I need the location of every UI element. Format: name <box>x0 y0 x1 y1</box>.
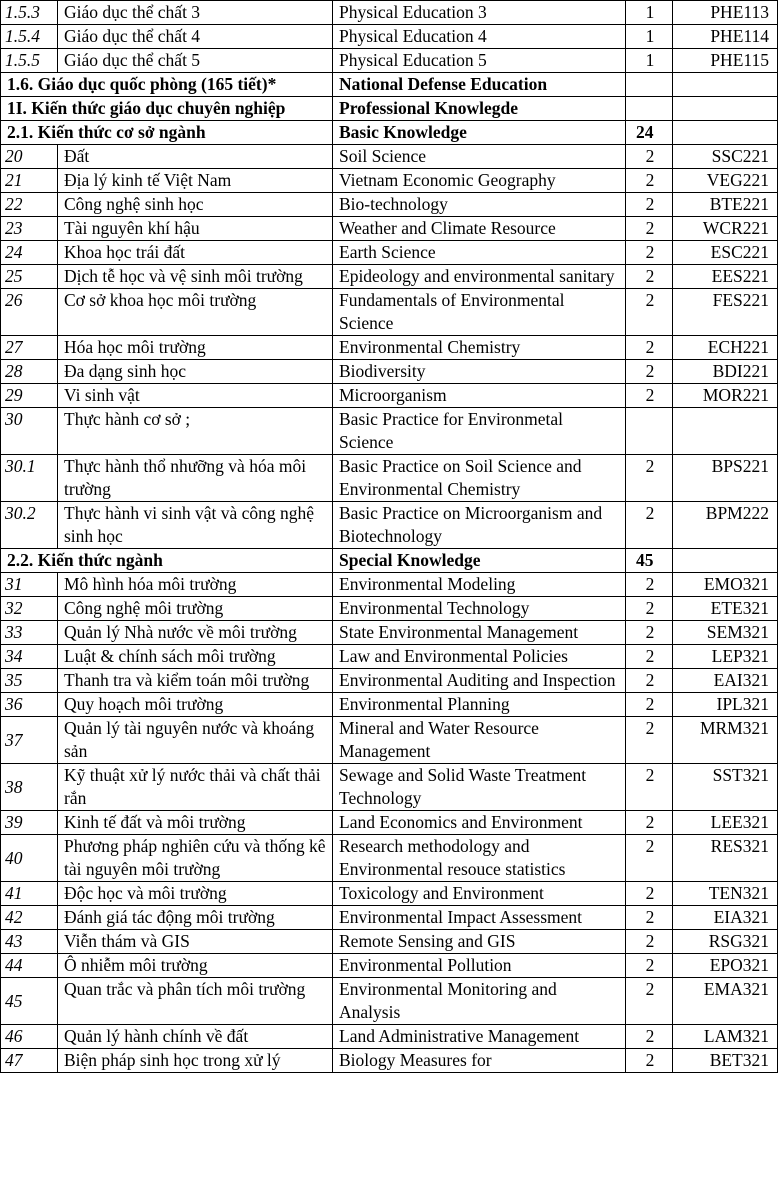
course-number: 25 <box>1 265 58 289</box>
course-code: BTE221 <box>673 193 778 217</box>
course-row <box>1 384 778 408</box>
course-code: SSC221 <box>673 145 778 169</box>
course-credits: 2 <box>626 384 673 408</box>
course-name-en: Basic Practice for Environmetal Science <box>333 408 626 455</box>
course-row <box>1 1049 778 1073</box>
course-name-vn: Quy hoạch môi trường <box>58 693 333 717</box>
course-name-vn: Kinh tế đất và môi trường <box>58 811 333 835</box>
course-number: 42 <box>1 906 58 930</box>
course-name-vn: Giáo dục thể chất 4 <box>58 25 333 49</box>
course-name-vn: Công nghệ môi trường <box>58 597 333 621</box>
course-row <box>1 145 778 169</box>
course-name-en: Research methodology and Environmental resouce statistics <box>333 835 626 882</box>
course-code: IPL321 <box>673 693 778 717</box>
course-credits: 2 <box>626 573 673 597</box>
course-code: SEM321 <box>673 621 778 645</box>
course-number: 33 <box>1 621 58 645</box>
course-name-en: Environmental Modeling <box>333 573 626 597</box>
course-code: VEG221 <box>673 169 778 193</box>
course-name-vn: Quan trắc và phân tích môi trường <box>58 978 333 1025</box>
course-name-en: Environmental Auditing and Inspection <box>333 669 626 693</box>
course-number: 39 <box>1 811 58 835</box>
course-row <box>1 811 778 835</box>
course-number: 22 <box>1 193 58 217</box>
course-code: EPO321 <box>673 954 778 978</box>
course-code: PHE115 <box>673 49 778 73</box>
course-name-en: Epideology and environmental sanitary <box>333 265 626 289</box>
course-name-en: Mineral and Water Resource Management <box>333 717 626 764</box>
course-credits: 1 <box>626 49 673 73</box>
course-row <box>1 930 778 954</box>
course-number: 28 <box>1 360 58 384</box>
course-row <box>1 764 778 811</box>
course-name-vn: Ô nhiễm môi trường <box>58 954 333 978</box>
course-code: MOR221 <box>673 384 778 408</box>
course-number: 27 <box>1 336 58 360</box>
course-code: EIA321 <box>673 906 778 930</box>
course-credits: 2 <box>626 241 673 265</box>
course-row <box>1 645 778 669</box>
course-number: 47 <box>1 1049 58 1073</box>
section-row <box>1 73 778 97</box>
course-row <box>1 693 778 717</box>
section-row <box>1 97 778 121</box>
course-credits: 2 <box>626 169 673 193</box>
course-number: 37 <box>1 717 58 764</box>
course-number: 26 <box>1 289 58 336</box>
course-name-en: Weather and Climate Resource <box>333 217 626 241</box>
course-name-en: Remote Sensing and GIS <box>333 930 626 954</box>
course-row <box>1 217 778 241</box>
section-title-vn: 1.6. Giáo dục quốc phòng (165 tiết)* <box>1 73 333 97</box>
course-name-vn: Thanh tra và kiểm toán môi trường <box>58 669 333 693</box>
section-title-en: Basic Knowledge <box>333 121 626 145</box>
course-name-en: Law and Environmental Policies <box>333 645 626 669</box>
course-name-vn: Viễn thám và GIS <box>58 930 333 954</box>
course-credits: 2 <box>626 193 673 217</box>
course-code: LEE321 <box>673 811 778 835</box>
course-credits: 2 <box>626 906 673 930</box>
course-name-vn: Thực hành cơ sở ; <box>58 408 333 455</box>
course-row <box>1 906 778 930</box>
course-name-en: Physical Education 5 <box>333 49 626 73</box>
course-name-en: Vietnam Economic Geography <box>333 169 626 193</box>
course-credits: 2 <box>626 502 673 549</box>
course-name-en: Microorganism <box>333 384 626 408</box>
course-row <box>1 241 778 265</box>
section-row <box>1 121 778 145</box>
course-code: ECH221 <box>673 336 778 360</box>
course-credits: 1 <box>626 1 673 25</box>
course-number: 40 <box>1 835 58 882</box>
course-name-en: Environmental Chemistry <box>333 336 626 360</box>
course-number: 35 <box>1 669 58 693</box>
course-code: BDI221 <box>673 360 778 384</box>
course-credits: 2 <box>626 360 673 384</box>
course-row <box>1 360 778 384</box>
course-name-en: Biodiversity <box>333 360 626 384</box>
course-number: 1.5.3 <box>1 1 58 25</box>
course-row <box>1 1 778 25</box>
course-row <box>1 193 778 217</box>
course-row <box>1 669 778 693</box>
course-number: 1.5.4 <box>1 25 58 49</box>
section-code <box>673 121 778 145</box>
course-code: BPM222 <box>673 502 778 549</box>
course-code: FES221 <box>673 289 778 336</box>
section-title-vn: 1I. Kiến thức giáo dục chuyên nghiệp <box>1 97 333 121</box>
course-name-en: Fundamentals of Environmental Science <box>333 289 626 336</box>
course-credits: 2 <box>626 693 673 717</box>
course-code: PHE114 <box>673 25 778 49</box>
course-credits: 2 <box>626 954 673 978</box>
course-name-en: Environmental Technology <box>333 597 626 621</box>
course-name-vn: Đất <box>58 145 333 169</box>
course-credits: 2 <box>626 336 673 360</box>
course-number: 30.2 <box>1 502 58 549</box>
course-name-en: Environmental Planning <box>333 693 626 717</box>
course-number: 29 <box>1 384 58 408</box>
course-code: LEP321 <box>673 645 778 669</box>
course-credits: 2 <box>626 835 673 882</box>
course-name-vn: Giáo dục thể chất 5 <box>58 49 333 73</box>
course-row <box>1 978 778 1025</box>
course-number: 34 <box>1 645 58 669</box>
course-row <box>1 49 778 73</box>
course-number: 44 <box>1 954 58 978</box>
course-row <box>1 882 778 906</box>
course-credits: 2 <box>626 217 673 241</box>
course-name-en: Bio-technology <box>333 193 626 217</box>
course-name-vn: Quản lý tài nguyên nước và khoáng sản <box>58 717 333 764</box>
course-code: RES321 <box>673 835 778 882</box>
course-row <box>1 336 778 360</box>
course-number: 24 <box>1 241 58 265</box>
course-code <box>673 408 778 455</box>
course-name-vn: Quản lý hành chính về đất <box>58 1025 333 1049</box>
course-name-vn: Giáo dục thể chất 3 <box>58 1 333 25</box>
course-credits: 2 <box>626 764 673 811</box>
course-code: ESC221 <box>673 241 778 265</box>
course-name-vn: Mô hình hóa môi trường <box>58 573 333 597</box>
course-credits: 2 <box>626 645 673 669</box>
course-number: 1.5.5 <box>1 49 58 73</box>
course-name-vn: Khoa học trái đất <box>58 241 333 265</box>
course-code: EES221 <box>673 265 778 289</box>
course-code: ETE321 <box>673 597 778 621</box>
course-credits: 2 <box>626 882 673 906</box>
course-row <box>1 455 778 502</box>
course-name-vn: Biện pháp sinh học trong xử lý <box>58 1049 333 1073</box>
section-credits: 24 <box>626 121 673 145</box>
course-credits: 2 <box>626 1025 673 1049</box>
section-code <box>673 549 778 573</box>
course-name-en: Environmental Impact Assessment <box>333 906 626 930</box>
course-code: EAI321 <box>673 669 778 693</box>
course-credits: 2 <box>626 289 673 336</box>
course-row <box>1 25 778 49</box>
course-number: 21 <box>1 169 58 193</box>
course-name-vn: Đa dạng sinh học <box>58 360 333 384</box>
course-code: EMA321 <box>673 978 778 1025</box>
curriculum-rows <box>1 1 778 1073</box>
course-credits: 2 <box>626 621 673 645</box>
course-number: 31 <box>1 573 58 597</box>
course-name-en: Physical Education 3 <box>333 1 626 25</box>
course-number: 38 <box>1 764 58 811</box>
course-code: MRM321 <box>673 717 778 764</box>
course-row <box>1 1025 778 1049</box>
course-code: BPS221 <box>673 455 778 502</box>
course-name-en: Environmental Pollution <box>333 954 626 978</box>
course-credits: 2 <box>626 978 673 1025</box>
course-name-vn: Địa lý kinh tế Việt Nam <box>58 169 333 193</box>
course-name-vn: Công nghệ sinh học <box>58 193 333 217</box>
course-name-vn: Đánh giá tác động môi trường <box>58 906 333 930</box>
course-row <box>1 289 778 336</box>
course-name-en: Earth Science <box>333 241 626 265</box>
course-name-vn: Luật & chính sách môi trường <box>58 645 333 669</box>
section-credits <box>626 97 673 121</box>
course-name-en: Environmental Monitoring and Analysis <box>333 978 626 1025</box>
course-name-vn: Thực hành vi sinh vật và công nghệ sinh học <box>58 502 333 549</box>
course-number: 36 <box>1 693 58 717</box>
course-name-en: Land Administrative Management <box>333 1025 626 1049</box>
course-number: 30 <box>1 408 58 455</box>
course-credits: 2 <box>626 145 673 169</box>
course-credits <box>626 408 673 455</box>
course-code: EMO321 <box>673 573 778 597</box>
course-row <box>1 954 778 978</box>
section-credits <box>626 73 673 97</box>
section-title-en: National Defense Education <box>333 73 626 97</box>
course-row <box>1 573 778 597</box>
course-credits: 2 <box>626 811 673 835</box>
section-credits: 45 <box>626 549 673 573</box>
course-name-en: Land Economics and Environment <box>333 811 626 835</box>
course-row <box>1 408 778 455</box>
course-name-en: Biology Measures for <box>333 1049 626 1073</box>
course-name-en: Soil Science <box>333 145 626 169</box>
course-name-en: Basic Practice on Microorganism and Biotechnology <box>333 502 626 549</box>
course-name-vn: Quản lý Nhà nước về môi trường <box>58 621 333 645</box>
course-name-vn: Thực hành thổ nhưỡng và hóa môi trường <box>58 455 333 502</box>
course-number: 20 <box>1 145 58 169</box>
course-credits: 2 <box>626 455 673 502</box>
course-credits: 1 <box>626 25 673 49</box>
course-credits: 2 <box>626 1049 673 1073</box>
course-name-en: Sewage and Solid Waste Treatment Technology <box>333 764 626 811</box>
course-row <box>1 597 778 621</box>
course-credits: 2 <box>626 669 673 693</box>
course-name-vn: Hóa học môi trường <box>58 336 333 360</box>
course-row <box>1 502 778 549</box>
section-title-en: Special Knowledge <box>333 549 626 573</box>
course-code: WCR221 <box>673 217 778 241</box>
section-title-vn: 2.2. Kiến thức ngành <box>1 549 333 573</box>
course-name-vn: Cơ sở khoa học môi trường <box>58 289 333 336</box>
course-row <box>1 169 778 193</box>
course-name-vn: Tài nguyên khí hậu <box>58 217 333 241</box>
course-code: BET321 <box>673 1049 778 1073</box>
course-number: 30.1 <box>1 455 58 502</box>
course-credits: 2 <box>626 265 673 289</box>
section-code <box>673 97 778 121</box>
course-name-en: Physical Education 4 <box>333 25 626 49</box>
course-name-en: Basic Practice on Soil Science and Environmental Chemistry <box>333 455 626 502</box>
section-code <box>673 73 778 97</box>
course-row <box>1 265 778 289</box>
course-number: 41 <box>1 882 58 906</box>
course-row <box>1 621 778 645</box>
course-name-vn: Kỹ thuật xử lý nước thải và chất thải rắn <box>58 764 333 811</box>
course-code: SST321 <box>673 764 778 811</box>
course-row <box>1 717 778 764</box>
course-code: TEN321 <box>673 882 778 906</box>
course-name-vn: Vi sinh vật <box>58 384 333 408</box>
course-name-en: State Environmental Management <box>333 621 626 645</box>
course-name-vn: Độc học và môi trường <box>58 882 333 906</box>
course-number: 32 <box>1 597 58 621</box>
course-name-vn: Phương pháp nghiên cứu và thống kê tài nguyên môi trường <box>58 835 333 882</box>
course-credits: 2 <box>626 597 673 621</box>
section-row <box>1 549 778 573</box>
course-number: 23 <box>1 217 58 241</box>
course-credits: 2 <box>626 930 673 954</box>
section-title-en: Professional Knowlegde <box>333 97 626 121</box>
course-row <box>1 835 778 882</box>
course-number: 45 <box>1 978 58 1025</box>
section-title-vn: 2.1. Kiến thức cơ sở ngành <box>1 121 333 145</box>
course-credits: 2 <box>626 717 673 764</box>
course-name-en: Toxicology and Environment <box>333 882 626 906</box>
course-code: PHE113 <box>673 1 778 25</box>
course-code: RSG321 <box>673 930 778 954</box>
course-name-vn: Dịch tễ học và vệ sinh môi trường <box>58 265 333 289</box>
course-number: 46 <box>1 1025 58 1049</box>
course-number: 43 <box>1 930 58 954</box>
course-code: LAM321 <box>673 1025 778 1049</box>
